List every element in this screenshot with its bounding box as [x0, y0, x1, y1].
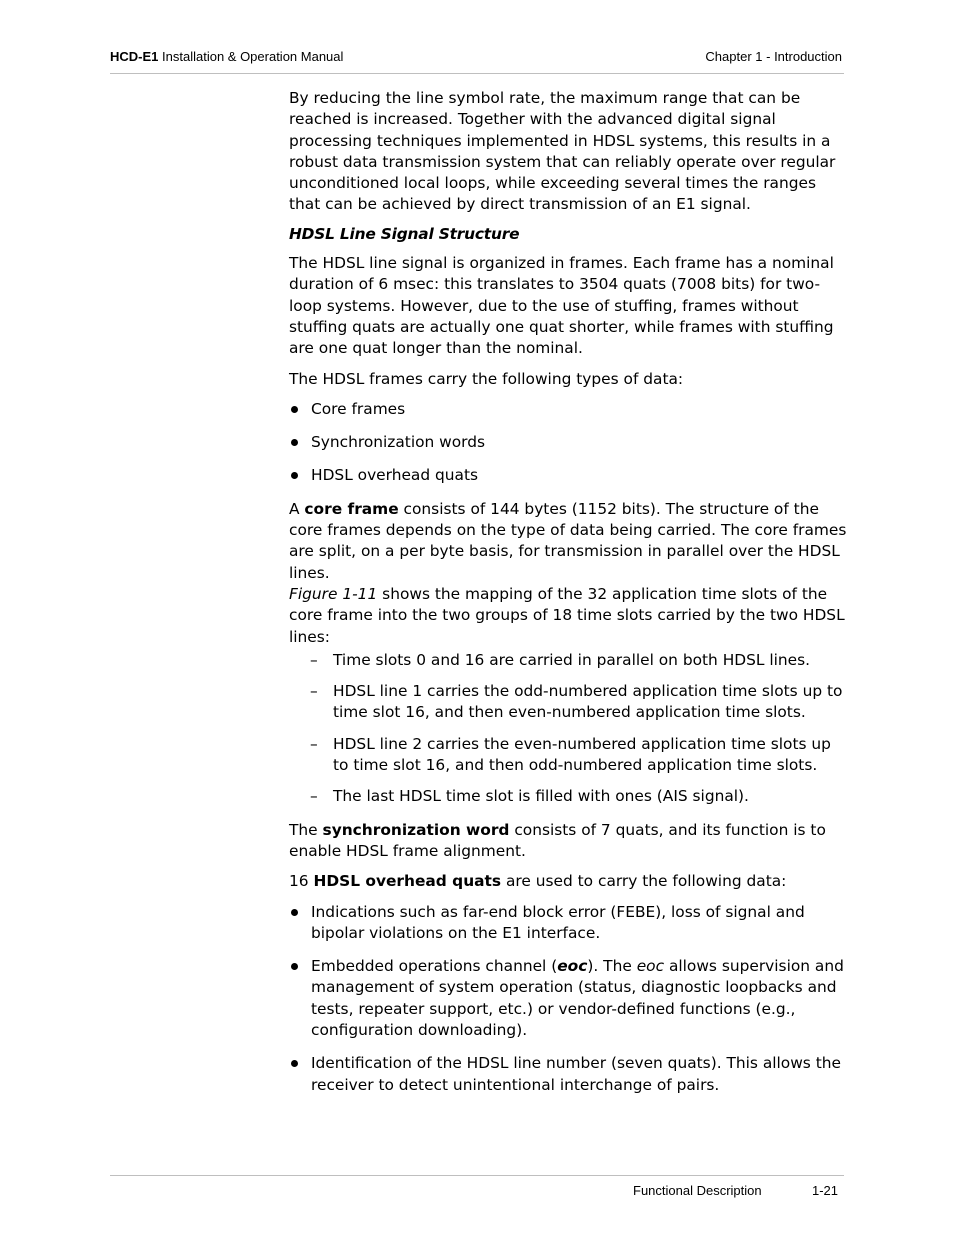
dash-marker: –	[310, 682, 318, 701]
list-item-text: Core frames	[311, 399, 406, 418]
page-body	[289, 88, 849, 1108]
dash-marker: –	[310, 650, 318, 669]
timeslot-list	[289, 650, 849, 808]
text-run: ). The	[587, 957, 637, 976]
list-item-text	[311, 957, 844, 1039]
list-item	[289, 465, 849, 486]
overhead-term: HDSL overhead quats	[313, 872, 502, 891]
figure-reference: Figure 1-11	[289, 584, 378, 603]
list-item	[289, 432, 849, 453]
frames-paragraph: The HDSL line signal is organized in frames. Each frame has a nominal duration of 6 msec: this translates to 3504 quats (7008 bits) for two-loop systems. However, due to the use of stuffing, frames without stuffing quats are actually one quat shorter, while frames with stuffing are one quat longer than the nominal.	[289, 254, 834, 358]
footer-section: Functional Description	[633, 1183, 762, 1198]
data-types-list	[289, 399, 849, 487]
list-item	[289, 681, 849, 724]
section-heading: HDSL Line Signal Structure	[289, 224, 520, 243]
list-item-text: Synchronization words	[311, 433, 486, 452]
list-item-text: The last HDSL time slot is filled with ones (AIS signal).	[333, 787, 749, 806]
doc-title: Installation & Operation Manual	[158, 49, 344, 64]
list-item	[289, 1053, 849, 1096]
text-run: allows supervision and management of system operation (status, diagnostic loopbacks and tests, repeater support, etc.) or vendor-defined functions (e.g., configuration downloading).	[311, 957, 844, 1039]
running-header-chapter: Chapter 1 - Introduction	[705, 49, 842, 64]
text-run: are used to carry the following data:	[501, 872, 787, 891]
doc-code: HCD-E1	[110, 49, 159, 64]
types-intro: The HDSL frames carry the following types of data:	[289, 369, 684, 388]
bullet-icon	[291, 472, 298, 479]
sync-word-paragraph	[289, 820, 849, 863]
header-rule	[110, 73, 844, 74]
list-item-text: Time slots 0 and 16 are carried in parallel on both HDSL lines.	[333, 650, 811, 669]
list-item	[289, 399, 849, 420]
list-item-text: Indications such as far-end block error (FEBE), loss of signal and bipolar violations on the E1 interface.	[311, 902, 805, 942]
eoc-term-italic: eoc	[636, 957, 665, 976]
list-item-text: HDSL overhead quats	[311, 466, 479, 485]
list-item	[289, 786, 849, 807]
list-item	[289, 956, 849, 1041]
intro-paragraph: By reducing the line symbol rate, the maximum range that can be reached is increased. Together with the advanced digital signal processing techniques implemented in HDSL systems, this results in a robust data transmission system that can reliably operate over regular unconditioned local loops, while exceeding several times the ranges that can be achieved by direct transmission of an E1 signal.	[289, 89, 836, 214]
core-frame-term: core frame	[304, 499, 399, 518]
page-number: 1-21	[812, 1183, 839, 1198]
core-frame-paragraph	[289, 499, 849, 648]
bullet-icon	[291, 963, 298, 970]
list-item-text: Identification of the HDSL line number (seven quats). This allows the receiver to detect unintentional interchange of pairs.	[311, 1054, 841, 1094]
text-run: Embedded operations channel (	[311, 957, 558, 976]
text-run: A	[289, 499, 305, 518]
footer-rule	[110, 1175, 844, 1176]
list-item	[289, 650, 849, 671]
bullet-icon	[291, 406, 298, 413]
list-item	[289, 734, 849, 777]
overhead-list	[289, 902, 849, 1096]
sync-word-term: synchronization word	[322, 820, 510, 839]
text-run: The	[289, 820, 323, 839]
overhead-intro	[289, 871, 849, 892]
eoc-term: eoc	[557, 957, 588, 976]
bullet-icon	[291, 909, 298, 916]
bullet-icon	[291, 439, 298, 446]
text-run: shows the mapping of the 32 application time slots of the core frame into the two groups of 18 time slots carried by the two HDSL lines:	[289, 584, 845, 646]
text-run: 16	[289, 872, 314, 891]
list-item-text: HDSL line 2 carries the even-numbered application time slots up to time slot 16, and then odd-numbered application time slots.	[333, 734, 831, 775]
dash-marker: –	[310, 787, 318, 806]
text-run: consists of 144 bytes (1152 bits). The structure of the core frames depends on the type of data being carried. The core frames are split, on a per byte basis, for transmission in parallel over the HDSL lines.	[289, 499, 847, 582]
bullet-icon	[291, 1060, 298, 1067]
dash-marker: –	[310, 734, 318, 753]
list-item	[289, 902, 849, 945]
text-run: consists of 7 quats, and its function is to enable HDSL frame alignment.	[289, 820, 826, 860]
running-header-left	[110, 49, 343, 64]
list-item-text: HDSL line 1 carries the odd-numbered application time slots up to time slot 16, and then even-numbered application time slots.	[333, 682, 843, 722]
